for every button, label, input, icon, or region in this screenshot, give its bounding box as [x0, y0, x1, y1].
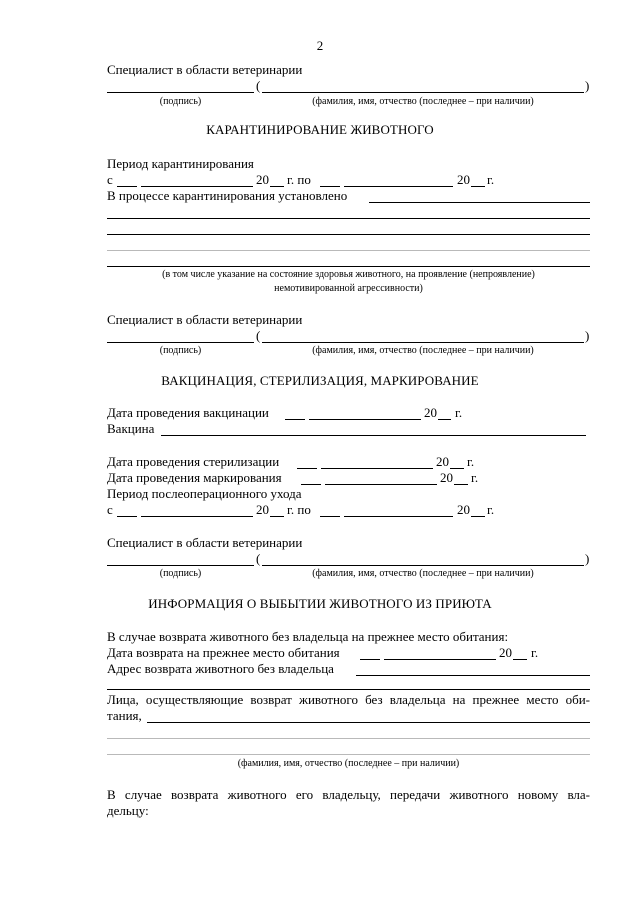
sterilization-day-field[interactable] [297, 468, 317, 469]
quarantine-from-month-field[interactable] [141, 186, 253, 187]
year-prefix: 20 [424, 405, 437, 420]
open-paren: ( [256, 328, 261, 343]
year-prefix: 20 [256, 502, 269, 517]
g-label: г. [471, 470, 479, 485]
year-prefix: 20 [256, 172, 269, 187]
from-label: с [107, 502, 113, 517]
quarantine-to-year-field[interactable] [471, 186, 485, 187]
marking-day-field[interactable] [301, 484, 321, 485]
vaccination-month-field[interactable] [309, 419, 421, 420]
quarantine-findings-line[interactable] [107, 250, 590, 251]
persons-line[interactable] [107, 754, 590, 755]
persons-text-line1: Лица, осуществляющие возврат животного без владельца на прежнее место оби- [107, 692, 590, 707]
quarantine-established-label: В процессе карантинирования установлено [107, 188, 348, 203]
signature-field[interactable] [107, 92, 254, 93]
quarantine-findings-line[interactable] [107, 266, 590, 267]
quarantine-from-year-field[interactable] [270, 186, 284, 187]
return-year-field[interactable] [513, 659, 527, 660]
postop-to-year-field[interactable] [471, 516, 485, 517]
quarantine-findings-line[interactable] [107, 218, 590, 219]
postop-from-year-field[interactable] [270, 516, 284, 517]
quarantine-from-day-field[interactable] [117, 186, 137, 187]
owner-return-line1: В случае возврата животного его владельцу, передачи животного новому вла- [107, 787, 590, 802]
year-prefix: 20 [440, 470, 453, 485]
sterilization-year-field[interactable] [450, 468, 464, 469]
postop-from-month-field[interactable] [141, 516, 253, 517]
quarantine-heading: КАРАНТИНИРОВАНИЕ ЖИВОТНОГО [206, 122, 434, 137]
vaccination-year-field[interactable] [438, 419, 451, 420]
quarantine-to-day-field[interactable] [320, 186, 340, 187]
specialist-label: Специалист в области ветеринарии [107, 62, 303, 77]
postop-period-label: Период послеоперационного ухода [107, 486, 302, 501]
page-number: 2 [316, 38, 324, 53]
marking-month-field[interactable] [325, 484, 437, 485]
postop-to-day-field[interactable] [320, 516, 340, 517]
persons-fio-caption: (фамилия, имя, отчество (последнее – при наличии) [237, 758, 460, 769]
quarantine-to-month-field[interactable] [344, 186, 453, 187]
quarantine-note-line1: (в том числе указание на состояние здоровья животного, на проявление (непроявление) [162, 269, 535, 280]
from-label: с [107, 172, 113, 187]
return-address-field[interactable] [356, 675, 590, 676]
sterilization-month-field[interactable] [321, 468, 433, 469]
g-label: г. [531, 645, 539, 660]
vaccine-field[interactable] [161, 435, 586, 436]
postop-from-day-field[interactable] [117, 516, 137, 517]
marking-date-label: Дата проведения маркирования [107, 470, 282, 485]
persons-line[interactable] [107, 738, 590, 739]
fio-caption: (фамилия, имя, отчество (последнее – при наличии) [312, 345, 534, 356]
return-address-label: Адрес возврата животного без владельца [107, 661, 334, 676]
vaccination-heading: ВАКЦИНАЦИЯ, СТЕРИЛИЗАЦИЯ, МАРКИРОВАНИЕ [161, 373, 479, 388]
return-date-label: Дата возврата на прежнее место обитания [107, 645, 340, 660]
g-label: г. [487, 172, 495, 187]
quarantine-period-label: Период карантинирования [107, 156, 254, 171]
return-case-text: В случае возврата животного без владельца на прежнее место обитания: [107, 629, 509, 644]
return-month-field[interactable] [384, 659, 496, 660]
fio-field[interactable] [262, 565, 584, 566]
marking-year-field[interactable] [454, 484, 468, 485]
return-day-field[interactable] [360, 659, 380, 660]
specialist-label: Специалист в области ветеринарии [107, 535, 303, 550]
fio-field[interactable] [262, 92, 584, 93]
year-prefix: 20 [436, 454, 449, 469]
vaccination-date-label: Дата проведения вакцинации [107, 405, 269, 420]
signature-field[interactable] [107, 342, 254, 343]
signature-caption: (подпись) [159, 568, 202, 579]
owner-return-line2: дельцу: [107, 803, 149, 818]
year-prefix: 20 [499, 645, 512, 660]
fio-caption: (фамилия, имя, отчество (последнее – при наличии) [312, 568, 534, 579]
vaccination-day-field[interactable] [285, 419, 305, 420]
departure-heading: ИНФОРМАЦИЯ О ВЫБЫТИИ ЖИВОТНОГО ИЗ ПРИЮТА [148, 596, 492, 611]
open-paren: ( [256, 551, 261, 566]
fio-caption: (фамилия, имя, отчество (последнее – при наличии) [312, 96, 534, 107]
quarantine-note-line2: немотивированной агрессивности) [274, 283, 423, 294]
quarantine-findings-line[interactable] [107, 234, 590, 235]
signature-caption: (подпись) [159, 345, 202, 356]
close-paren: ) [585, 551, 590, 566]
persons-text-line2: тания, [107, 708, 142, 723]
persons-field[interactable] [147, 722, 590, 723]
signature-caption: (подпись) [159, 96, 202, 107]
close-paren: ) [585, 78, 590, 93]
signature-field[interactable] [107, 565, 254, 566]
g-po-label: г. по [287, 172, 311, 187]
vaccine-label: Вакцина [107, 421, 155, 436]
g-label: г. [455, 405, 463, 420]
g-label: г. [487, 502, 495, 517]
fio-field[interactable] [262, 342, 584, 343]
specialist-label: Специалист в области ветеринарии [107, 312, 303, 327]
g-label: г. [467, 454, 475, 469]
sterilization-date-label: Дата проведения стерилизации [107, 454, 280, 469]
year-prefix: 20 [457, 502, 470, 517]
open-paren: ( [256, 78, 261, 93]
postop-to-month-field[interactable] [344, 516, 453, 517]
return-address-line[interactable] [107, 689, 590, 690]
year-prefix: 20 [457, 172, 470, 187]
close-paren: ) [585, 328, 590, 343]
quarantine-findings-field[interactable] [369, 202, 590, 203]
g-po-label: г. по [287, 502, 311, 517]
